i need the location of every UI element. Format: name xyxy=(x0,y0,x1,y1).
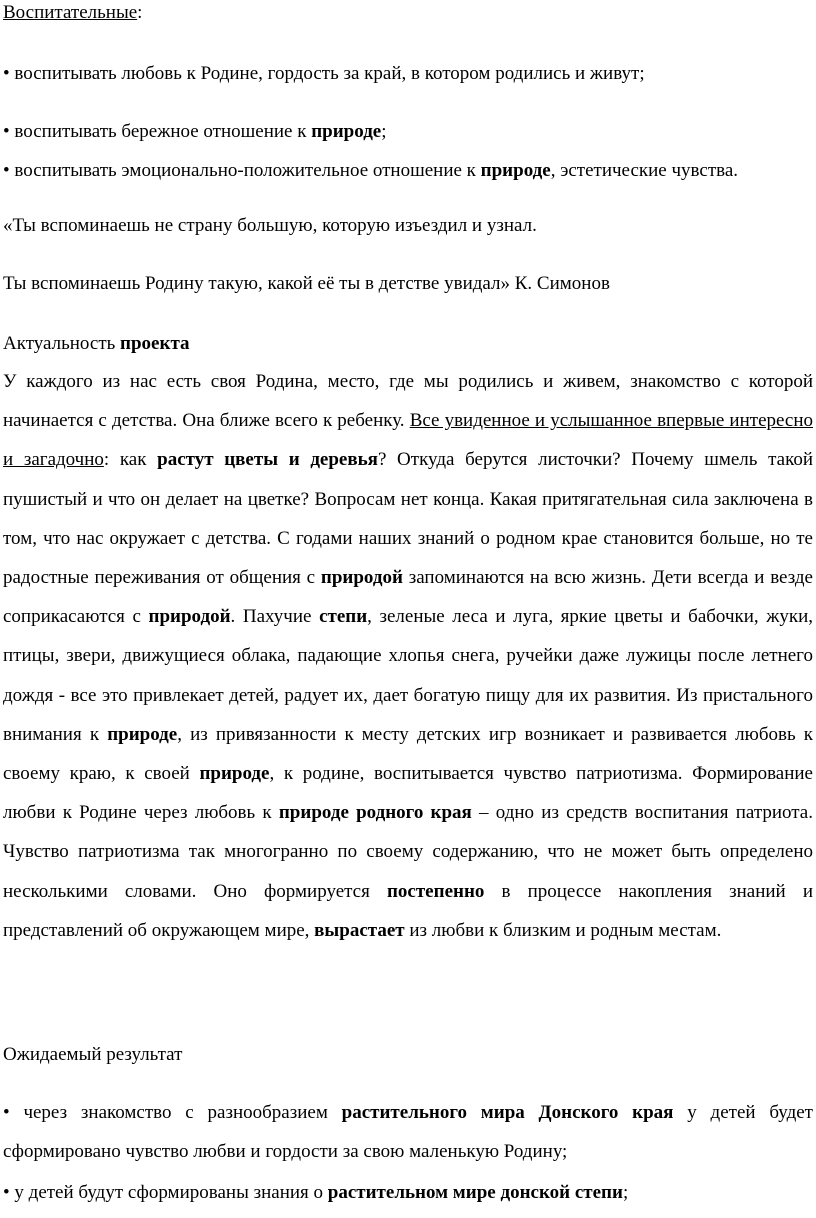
para-text: запоминаются на всю жизнь. Дети всегда и везде соприкасаются с xyxy=(3,567,813,628)
para-bold: природой xyxy=(320,567,403,589)
para-text: в процессе накопления знаний и представлений об окружающем мире, xyxy=(3,880,813,941)
educational-item-2 xyxy=(3,121,812,143)
para-text: . Пахучие xyxy=(230,606,320,628)
educational-heading: Воспитательные xyxy=(3,2,138,23)
educational-heading-line xyxy=(3,2,812,24)
para-text: , к родине, воспитывается чувство патриотизма. Формирование любви к Родине через любовь к xyxy=(3,763,813,824)
para-bold: природе xyxy=(199,763,270,785)
educational-item-3 xyxy=(3,160,812,182)
relevance-paragraph xyxy=(3,362,813,950)
item-text: ; xyxy=(622,1182,629,1203)
item-bold: растительном мире донской степи xyxy=(327,1182,623,1203)
para-bold: степи xyxy=(319,606,368,628)
para-text: ? Откуда берутся листочки? Почему шмель такой пушистый и что он делает на цветке? Вопросам нет конца. Какая притягательная сила заключена в том, что нас окружает с детства. С годами наших знаний о родном крае становится больше, но те радостные переживания от общения с xyxy=(3,449,813,589)
heading-text: Актуальность xyxy=(3,333,121,354)
para-text: : как xyxy=(103,449,158,471)
result-heading: Ожидаемый результат xyxy=(3,1044,183,1065)
educational-item-1 xyxy=(3,63,812,85)
para-bold: вырастает xyxy=(314,919,405,941)
item-text: • воспитывать эмоционально-положительное отношение к xyxy=(3,160,481,181)
para-bold: природой xyxy=(148,606,231,628)
result-item-2 xyxy=(3,1182,812,1204)
quote-line-2: Ты вспоминаешь Родину такую, какой её ты в детстве увидал» К. Симонов xyxy=(3,273,610,294)
item-bold: природе xyxy=(480,160,551,181)
para-bold: растут цветы и деревья xyxy=(157,449,378,471)
para-bold: природе родного края xyxy=(278,802,472,824)
item-bold: растительного мира Донского края xyxy=(341,1102,674,1123)
item-text: • воспитывать любовь к Родине, гордость за край, в котором родились и живут; xyxy=(3,63,645,84)
item-text: ; xyxy=(381,121,387,142)
para-bold: постепенно xyxy=(386,880,485,902)
item-text: • через знакомство с разнообразием xyxy=(3,1102,342,1123)
para-text: У каждого из нас есть своя Родина, место, где мы родились и живем, знакомство с которой начинается с детства. Она ближе всего к ребенку. xyxy=(3,371,813,432)
item-text: у детей будет сформировано чувство любви и гордости за свою маленькую Родину; xyxy=(3,1102,813,1163)
para-bold: природе xyxy=(107,723,178,745)
result-item-1 xyxy=(3,1093,813,1171)
para-underlined: Все увиденное и услышанное впервые интересно и загадочно xyxy=(3,410,814,471)
para-text: из любви к близким и родным местам. xyxy=(404,919,722,941)
para-text: – одно из средств воспитания патриота. Чувство патриотизма так многогранно по своему содержанию, что не может быть определено несколькими словами. Оно формируется xyxy=(3,802,813,902)
item-text: • воспитывать бережное отношение к xyxy=(3,121,312,142)
relevance-heading xyxy=(3,333,812,355)
heading-colon: : xyxy=(137,2,143,23)
quote-line-1: «Ты вспоминаешь не страну большую, которую изъездил и узнал. xyxy=(3,215,537,236)
item-bold: природе xyxy=(311,121,382,142)
item-text: , эстетические чувства. xyxy=(550,160,739,181)
para-text: , зеленые леса и луга, яркие цветы и бабочки, жуки, птицы, звери, движущиеся облака, падающие хлопья снега, ручейки даже лужицы после летнего дождя - все это привлекает детей, радует их, дает богатую пищу для их развития. Из пристального внимания к xyxy=(3,606,814,745)
item-text: • у детей будут сформированы знания о xyxy=(3,1182,328,1203)
heading-bold: проекта xyxy=(120,333,190,354)
para-text: , из привязанности к месту детских игр возникает и развивается любовь к своему краю, к своей xyxy=(3,723,813,785)
